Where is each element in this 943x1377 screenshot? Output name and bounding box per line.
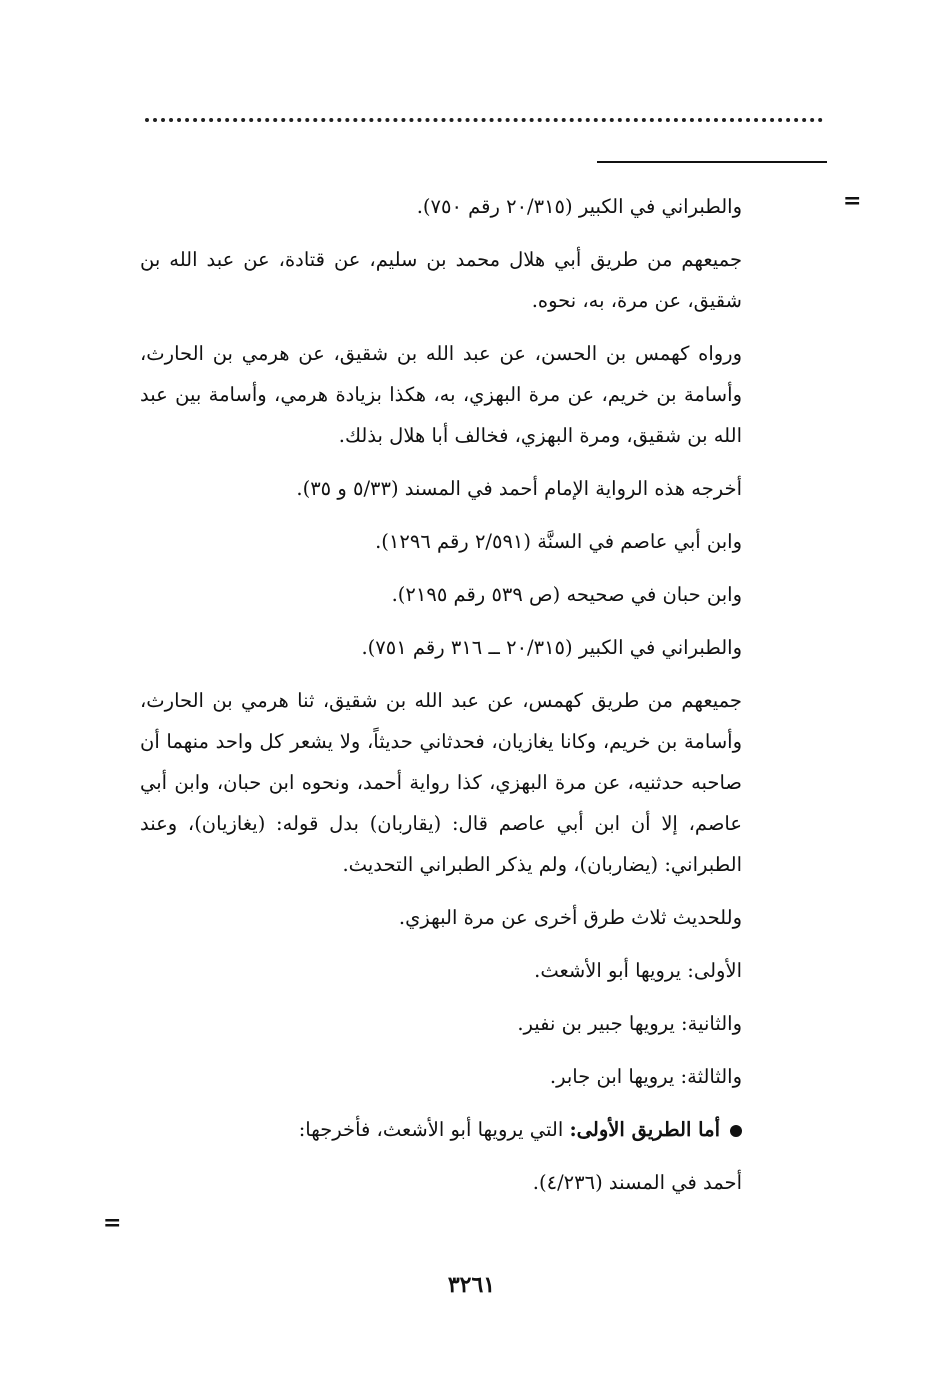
paragraph-5: وابن أبي عاصم في السنَّة (٢/٥٩١ رقم ١٢٩٦). — [375, 530, 742, 553]
footnote-text — [140, 186, 742, 1215]
paragraph-6: وابن حبان في صحيحه (ص ٥٣٩ رقم ٢١٩٥). — [391, 583, 742, 606]
bullet-text: التي يرويها أبو الأشعث، فأخرجها: — [298, 1118, 564, 1141]
paragraph-8: جميعهم من طريق كهمس، عن عبد الله بن شقيق، ثنا هرمي بن الحارث، وأسامة بن خريم، وكانا يغازيان، فحدثاني حديثاً، ولا يشعر كل واحد منهما أن صاحبه حدثنيه، عن مرة البهزي، كذا رواية أحمد، ونحوه ابن حبان، وابن أبي عاصم، إلا أن ابن أبي عاصم قال: (يقاربان) بدل قوله: (يغازيان)، وعند الطبراني: (يضاربان)، ولم يذكر الطبراني التحديث. — [140, 689, 742, 876]
paragraph-2: جميعهم من طريق أبي هلال محمد بن سليم، عن قتادة، عن عبد الله بن شقيق، عن مرة، به، نحوه. — [140, 248, 742, 312]
paragraph-11: والثانية: يرويها جبير بن نفير. — [517, 1012, 742, 1035]
bullet-heading: أما الطريق الأولى: — [569, 1118, 720, 1141]
paragraph-4: أخرجه هذه الرواية الإمام أحمد في المسند (٥/٣٣ و ٣٥). — [296, 477, 742, 500]
footnote-rule — [597, 161, 827, 163]
last-line: أحمد في المسند (٤/٢٣٦). — [532, 1171, 742, 1194]
paragraph-12: والثالثة: يرويها ابن جابر. — [549, 1065, 742, 1088]
continuation-marker-bottom: = — [103, 1210, 122, 1236]
paragraph-7: والطبراني في الكبير (٢٠/٣١٥ ــ ٣١٦ رقم ٧٥١). — [361, 636, 742, 659]
dotted-separator — [145, 118, 823, 122]
paragraph-3: ورواه كهمس بن الحسن، عن عبد الله بن شقيق، عن هرمي بن الحارث، وأسامة بن خريم، عن مرة البهزي، به، هكذا بزيادة هرمي، وأسامة بين عبد الله بن شقيق، ومرة البهزي، فخالف أبا هلال بذلك. — [140, 342, 742, 447]
paragraph-10: الأولى: يرويها أبو الأشعث. — [534, 959, 742, 982]
bullet-icon — [730, 1125, 742, 1137]
bullet-paragraph — [140, 1109, 742, 1150]
continuation-marker-top: = — [843, 188, 862, 214]
paragraph-1: والطبراني في الكبير (٢٠/٣١٥ رقم ٧٥٠). — [416, 195, 742, 218]
paragraph-9: وللحديث ثلاث طرق أخرى عن مرة البهزي. — [398, 906, 742, 929]
page-number: ٣٢٦١ — [447, 1272, 496, 1298]
